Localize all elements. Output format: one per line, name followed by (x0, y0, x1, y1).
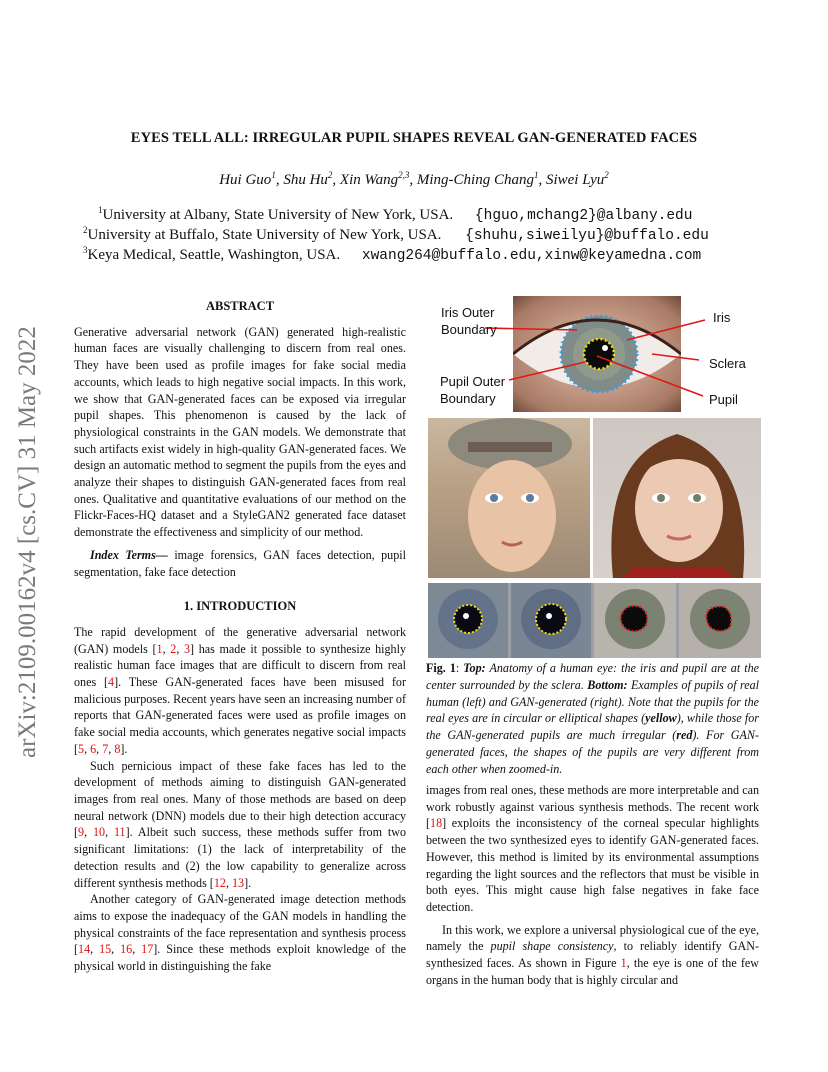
gan-face-photo (593, 418, 761, 578)
affiliation-email: xwang264@buffalo.edu,xinw@keyamedna.com (361, 248, 702, 264)
left-column (74, 298, 406, 975)
arxiv-stamp (14, 278, 44, 758)
author: Hui Guo$^1$ (219, 170, 276, 188)
body-paragraph-2: In this work, we explore a universal physiological cue of the eye, namely the pupil shape consistency, to reliably identify GAN-synthesized faces. As shown in Figure 1, the eye is one of the few organs in the human body that is highly circular and (426, 922, 759, 987)
index-terms: Index Terms— image forensics, GAN faces detection, pupil segmentation, fake face detection (74, 547, 406, 579)
label-sclera: Sclera (709, 356, 746, 371)
affiliation-2: $^2$University at Buffalo, State University of New York, USA. {shuhu,siweilyu}@buffalo.edu (83, 225, 709, 244)
intro-paragraph-3: Another category of GAN-generated image detection methods aims to expose the inadequacy of the GAN models in handling the physical constraints of the face representation and synthesis process [14, 15, 16, 17]. Since these methods exploit knowledge of the physical world in distinguishing the fake (74, 892, 407, 974)
label-pupil: Pupil (709, 392, 738, 407)
figure-face-examples (428, 418, 761, 658)
figure-eye-anatomy (437, 296, 761, 412)
pupil-crops (428, 583, 761, 658)
label-pupil-outer-boundary: Pupil Outer Boundary (440, 374, 506, 406)
figure-caption: Fig. 1: Top: Anatomy of a human eye: the iris and pupil are at the center surrounded by the sclera. Bottom: Examples of pupils of real human (left) and GAN-generated (right). Note that the pupils for the real eyes are in circular or elliptical shapes (yellow), while those for the GAN-generated pupils are much irregular (red). For GAN-generated faces, the shapes of the pupils are very different from each other when zoomed-in. (426, 661, 759, 776)
intro-heading: 1. INTRODUCTION (183, 599, 297, 614)
author: Xin Wang$^{2,3}$ (339, 170, 410, 188)
paper-title: EYES TELL ALL: IRREGULAR PUPIL SHAPES REVEAL GAN-GENERATED FACES (130, 130, 698, 146)
author-list: Hui Guo$^1$, Shu Hu$^2$, Xin Wang$^{2,3}$, Ming-Ching Chang$^1$, Siwei Lyu$^2$ (219, 170, 609, 188)
intro-paragraph-2: Such pernicious impact of these fake faces has led to the development of methods aiming to distinguish GAN-generated images from real ones. Many of those methods are based on deep neural network (DNN) models due to their high detection accuracy [9, 10, 11]. Albeit such success, these methods suffer from two significant limitations: (1) the lack of interpretability of the detection results and (2) the low capability to generalize across different synthesis methods [12, 13]. (74, 758, 407, 890)
label-iris: Iris (713, 310, 731, 325)
affiliation-email: {shuhu,siweilyu}@buffalo.edu (465, 228, 709, 244)
affiliation-1: $^1$University at Albany, State University of New York, USA. {hguo,mchang2}@albany.edu (98, 205, 693, 224)
body-paragraph-1: images from real ones, these methods are more interpretable and can work robustly against various synthesis methods. The recent work [18] exploits the inconsistency of the corneal specular highlights between the two synthesized eyes to identify GAN-generated faces. However, this method is limited by its environmental assumptions regarding the light sources and the reflectors that must be visible in both eyes. This might cause high false negatives in fake face detection. (426, 783, 759, 914)
label-iris-outer-boundary: Iris Outer Boundary (441, 305, 497, 337)
affiliation-3: $^3$Keya Medical, Seattle, Washington, USA. xwang264@buffalo.edu,xinw@keyamedna.com (83, 245, 702, 264)
author: Shu Hu$^2$ (283, 170, 333, 188)
abstract-text: Generative adversarial network (GAN) generated high-realistic human faces are visually challenging to discern from real ones. They have been used as profile images for fake social media accounts, which leads to high negative social impacts. In this work, we show that GAN-generated faces can be exposed via irregular pupil shapes. This phenomenon is caused by the lack of physiological constraints in the GAN models. We demonstrate that such artifacts exist widely in high-quality GAN-generated faces. We design an automatic method to segment the pupils from the eyes and analyze their shapes to distinguish GAN-generated faces from real ones. Qualitative and quantitative evaluations of our method on the Flickr-Faces-HQ dataset and a StyleGAN2 generated face dataset demonstrate the effectiveness and simplicity of our method. (74, 324, 406, 540)
arxiv-id: arXiv:2109.00162v4 [cs.CV] 31 May 2022 (14, 326, 41, 758)
right-column (426, 782, 759, 988)
real-face-photo (428, 418, 590, 578)
abstract-heading: ABSTRACT (205, 299, 275, 313)
intro-paragraph-1: The rapid development of the generative adversarial network (GAN) models [1, 2, 3] has made it possible to synthesize highly realistic human face images that are difficult to discern from real ones [4]. These GAN-generated faces have been misused for malicious purposes. Recent years have seen an increasing number of reports that GAN-generated faces were used as profile images on fake social media accounts, which generates negative social impacts [5, 6, 7, 8]. (74, 624, 407, 756)
author: Ming-Ching Chang$^1$ (416, 170, 539, 188)
author: Siwei Lyu$^2$ (545, 170, 609, 188)
affiliation-email: {hguo,mchang2}@albany.edu (474, 208, 693, 224)
